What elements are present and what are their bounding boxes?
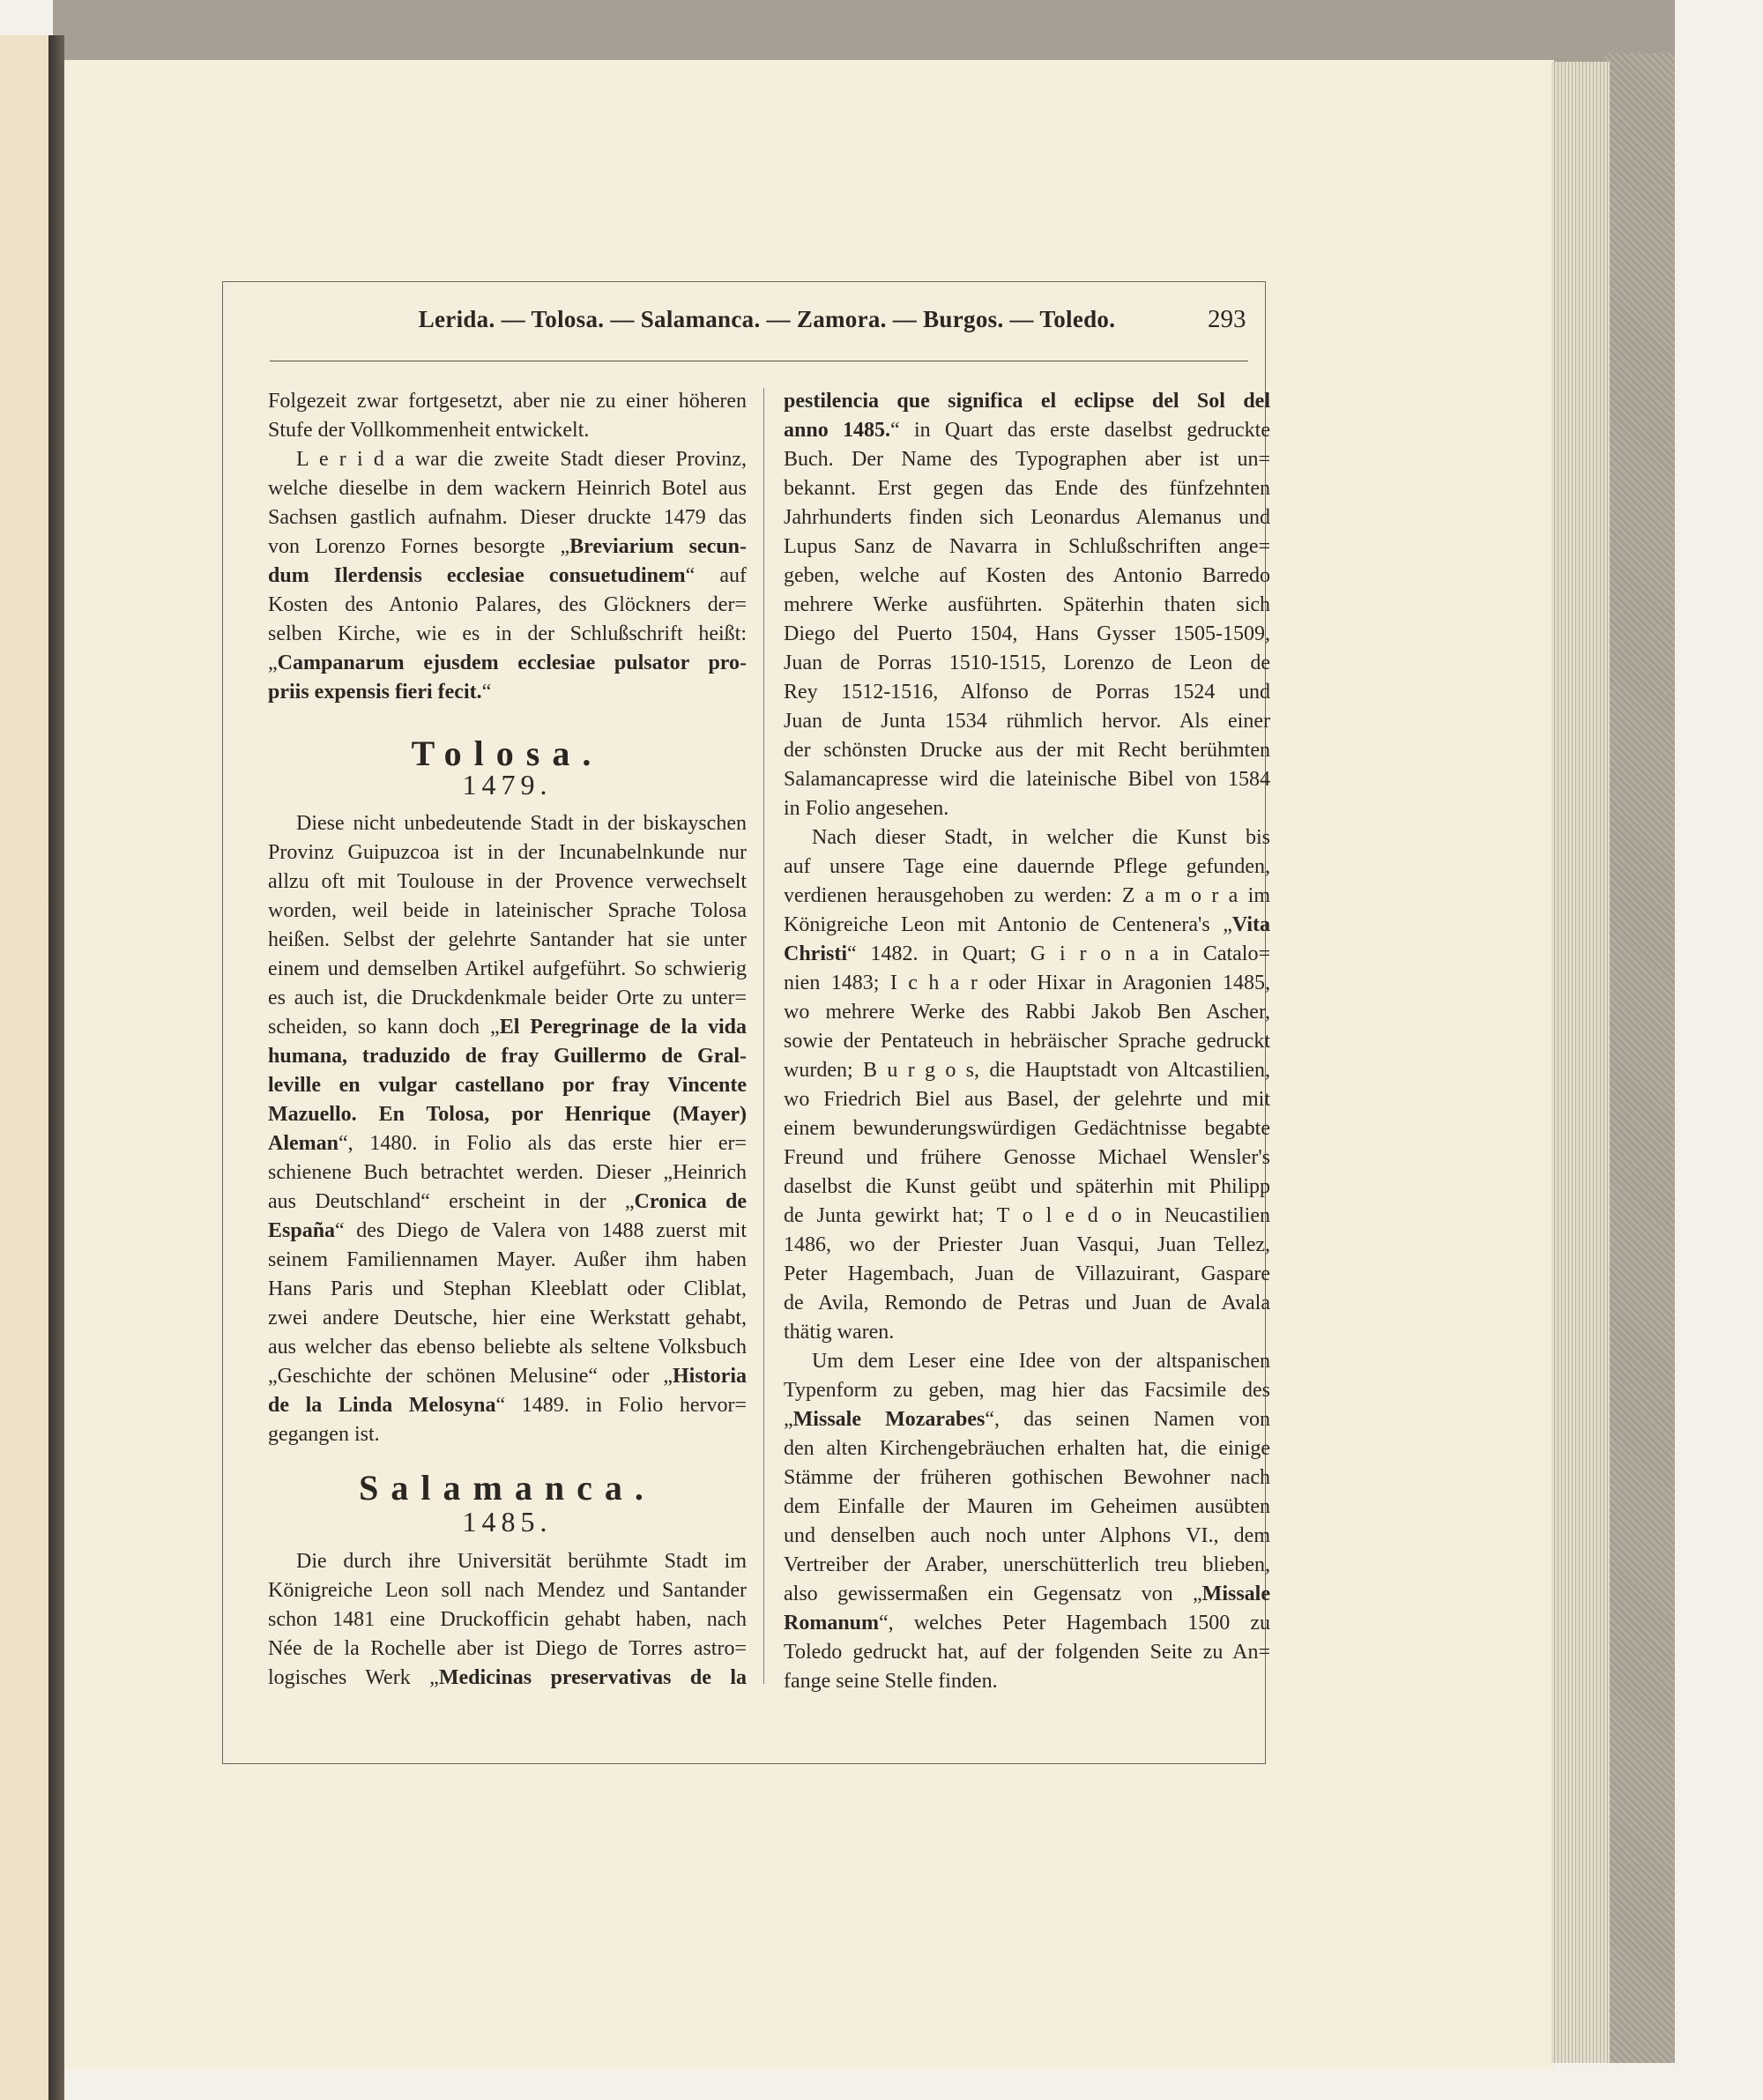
text-line [784, 707, 1270, 736]
text-line [784, 1463, 1270, 1493]
text-line [784, 1638, 1270, 1667]
body-text: wurden; B u r g o s, die Hauptstadt von Altcastilien, [784, 1059, 1270, 1082]
body-text: in Folio angesehen. [784, 797, 949, 820]
body-text: „Geschichte der schönen Melusine“ oder „ [268, 1365, 673, 1388]
body-text: auf unsere Tage eine dauernde Pflege gefunden, [784, 855, 1270, 878]
text-line [784, 1376, 1270, 1405]
body-text: “, welches Peter Hagembach 1500 zu [879, 1612, 1270, 1635]
text-line [268, 1188, 747, 1217]
bold-title-text: Medicinas preservativas de la [438, 1666, 748, 1689]
text-line [784, 678, 1270, 707]
text-line [268, 620, 747, 649]
body-text: Typenform zu geben, mag hier das Facsimile des [784, 1379, 1270, 1402]
text-line [268, 1333, 747, 1362]
page-stack-edges [1551, 62, 1610, 2063]
text-line [784, 911, 1270, 940]
text-line [784, 1202, 1270, 1231]
text-line [268, 445, 747, 474]
text-line [784, 1056, 1270, 1085]
text-line [784, 1434, 1270, 1463]
text-line [268, 474, 747, 503]
text-line [784, 387, 1270, 416]
text-line [268, 1013, 747, 1042]
body-text: 1486, wo der Priester Juan Vasqui, Juan Tellez, [784, 1233, 1270, 1256]
text-line [784, 1289, 1270, 1318]
text-line [784, 1493, 1270, 1522]
body-text: Née de la Rochelle aber ist Diego de Torres astro= [268, 1637, 747, 1660]
body-text: de Avila, Remondo de Petras und Juan de Avala [784, 1292, 1270, 1314]
text-line [268, 1420, 747, 1449]
text-line [268, 838, 747, 868]
body-text: sowie der Pentateuch in hebräischer Sprache gedruckt [784, 1030, 1270, 1053]
bold-title-text: Romanum [784, 1612, 880, 1635]
bold-title-text: Christi [784, 942, 847, 965]
text-line [268, 1362, 747, 1391]
text-line [268, 1605, 747, 1635]
page-number: 293 [1208, 305, 1246, 333]
body-text: “ [481, 681, 492, 704]
text-line [784, 765, 1270, 794]
body-text: aus Deutschland“ erscheint in der „ [268, 1190, 635, 1213]
text-line [268, 1158, 747, 1188]
book-cover-cloth-right [1604, 53, 1675, 2063]
bold-title-text: pestilencia que significa el eclipse del Sol del [784, 390, 1270, 413]
body-text: einem und demselben Artikel aufgeführt. So schwierig [268, 957, 747, 980]
text-line [784, 591, 1270, 620]
text-line [784, 532, 1270, 562]
bold-title-text: anno 1485. [784, 419, 890, 442]
body-text: Königreiche Leon mit Antonio de Centenera's „ [784, 913, 1232, 936]
text-line [784, 649, 1270, 678]
text-line [268, 562, 747, 591]
body-text: “ auf [685, 564, 747, 587]
body-text: Vertreiber der Araber, unerschütterlich treu blieben, [784, 1553, 1270, 1576]
section-year-salamanca: 1485. [462, 1506, 553, 1538]
body-text: von Lorenzo Fornes besorgte „ [268, 535, 570, 558]
text-line [268, 1547, 747, 1576]
section-title-salamanca: Salamanca. [359, 1468, 656, 1508]
text-line [784, 445, 1270, 474]
section-year-tolosa: 1479. [462, 769, 553, 801]
body-text: Lupus Sanz de Navarra in Schlußschriften ange= [784, 535, 1270, 558]
text-line [268, 984, 747, 1013]
text-line [784, 620, 1270, 649]
text-line [268, 1275, 747, 1304]
text-line [268, 897, 747, 926]
bold-title-text: España [268, 1219, 336, 1242]
text-line [268, 1576, 747, 1605]
bold-title-text: Breviarium secun- [569, 535, 747, 558]
body-text: Hans Paris und Stephan Kleeblatt oder Cliblat, [268, 1277, 747, 1300]
body-text: Juan de Junta 1534 rühmlich hervor. Als einer [784, 710, 1270, 733]
bold-title-text: Missale [1201, 1582, 1270, 1605]
body-text: fange seine Stelle finden. [784, 1670, 998, 1693]
text-line [784, 1114, 1270, 1143]
bold-title-text: El Peregrinage de la vida [499, 1016, 747, 1039]
text-line [784, 1143, 1270, 1173]
text-line [268, 1635, 747, 1664]
body-text: wo Friedrich Biel aus Basel, der gelehrte und mit [784, 1088, 1270, 1111]
text-line [268, 503, 747, 532]
body-text: „ [784, 1408, 793, 1431]
body-text: und denselben auch noch unter Alphons VI., dem [784, 1524, 1270, 1547]
body-text: Rey 1512-1516, Alfonso de Porras 1524 und [784, 681, 1270, 704]
body-text: “ in Quart das erste daselbst gedruckte [890, 419, 1270, 442]
body-text: “, 1480. in Folio als das erste hier er= [338, 1132, 747, 1155]
text-line [784, 1231, 1270, 1260]
text-line [268, 416, 747, 445]
body-text: welche dieselbe in dem wackern Heinrich Botel aus [268, 477, 747, 500]
text-line [784, 998, 1270, 1027]
facing-page-edge [0, 35, 48, 2100]
left-column-tolosa-text [268, 809, 747, 1449]
body-text: „ [268, 652, 278, 674]
body-text: Salamancapresse wird die lateinische Bibel von 1584 [784, 768, 1270, 791]
bold-title-text: Campanarum ejusdem ecclesiae pulsator pro- [277, 652, 747, 674]
text-line [784, 794, 1270, 823]
body-text: de Junta gewirkt hat; T o l e d o in Neucastilien [784, 1204, 1270, 1227]
text-line [784, 474, 1270, 503]
body-text: Sachsen gastlich aufnahm. Dieser druckte 1479 das [268, 506, 747, 529]
body-text: der schönsten Drucke aus der mit Recht berühmten [784, 739, 1270, 762]
body-text: nien 1483; I c h a r oder Hixar in Aragonien 1485, [784, 972, 1270, 994]
text-line [268, 1217, 747, 1246]
text-line [784, 736, 1270, 765]
text-line [268, 1042, 747, 1071]
body-text: geben, welche auf Kosten des Antonio Barredo [784, 564, 1270, 587]
body-text: Die durch ihre Universität berühmte Stadt im [296, 1550, 747, 1573]
text-line [268, 926, 747, 955]
text-line [784, 1667, 1270, 1696]
body-text: Buch. Der Name des Typographen aber ist un= [784, 448, 1270, 471]
body-text: L e r i d a war die zweite Stadt dieser Provinz, [296, 448, 747, 471]
text-line [268, 1246, 747, 1275]
column-divider [763, 388, 764, 1684]
body-text: Diese nicht unbedeutende Stadt in der biskayschen [296, 812, 747, 835]
text-line [268, 532, 747, 562]
text-line [784, 1085, 1270, 1114]
left-column-intro [268, 387, 747, 707]
text-line [268, 955, 747, 984]
text-line [268, 868, 747, 897]
text-line [268, 387, 747, 416]
body-text: verdienen herausgehoben zu werden: Z a m o r a im [784, 884, 1270, 907]
bold-title-text: Historia [673, 1365, 747, 1388]
text-line [784, 940, 1270, 969]
text-line [268, 678, 747, 707]
body-text: “ 1489. in Folio hervor= [495, 1394, 747, 1417]
text-line [268, 1304, 747, 1333]
body-text: thätig waren. [784, 1321, 895, 1344]
body-text: scheiden, so kann doch „ [268, 1016, 500, 1039]
bold-title-text: de la Linda Melosyna [268, 1394, 496, 1417]
body-text: seinem Familiennamen Mayer. Außer ihm haben [268, 1248, 747, 1271]
text-line [268, 1664, 747, 1693]
bold-title-text: priis expensis fieri fecit. [268, 681, 482, 704]
body-text: Um dem Leser eine Idee von der altspanischen [812, 1350, 1270, 1373]
body-text: zwei andere Deutsche, hier eine Werkstatt gehabt, [268, 1307, 747, 1329]
body-text: Kosten des Antonio Palares, des Glöckners der= [268, 593, 747, 616]
text-line [784, 969, 1270, 998]
body-text: heißen. Selbst der gelehrte Santander hat sie unter [268, 928, 747, 951]
text-line [784, 1260, 1270, 1289]
body-text: Peter Hagembach, Juan de Villazuirant, Gaspare [784, 1262, 1270, 1285]
text-line [784, 562, 1270, 591]
body-text: wo mehrere Werke des Rabbi Jakob Ben Ascher, [784, 1001, 1270, 1024]
body-text: gegangen ist. [268, 1423, 380, 1446]
body-text: Freund und frühere Genosse Michael Wensler's [784, 1146, 1270, 1169]
body-text: schienene Buch betrachtet werden. Dieser „Heinrich [268, 1161, 747, 1184]
body-text: Stämme der früheren gothischen Bewohner nach [784, 1466, 1270, 1489]
body-text: schon 1481 eine Druckofficin gehabt haben, nach [268, 1608, 747, 1631]
body-text: es auch ist, die Druckdenkmale beider Orte zu unter= [268, 987, 747, 1009]
body-text: Stufe der Vollkommenheit entwickelt. [268, 419, 590, 442]
body-text: einem bewunderungswürdigen Gedächtnisse begabte [784, 1117, 1270, 1140]
body-text: Juan de Porras 1510-1515, Lorenzo de Leon de [784, 652, 1270, 674]
text-line [268, 591, 747, 620]
text-line [268, 1391, 747, 1420]
running-title: Lerida. — Tolosa. — Salamanca. — Zamora. — Burgos. — Toledo. [418, 306, 1116, 332]
bold-title-text: leville en vulgar castellano por fray Vincente [268, 1074, 747, 1097]
text-line [268, 809, 747, 838]
left-column-salamanca-text [268, 1547, 747, 1693]
text-line [784, 1173, 1270, 1202]
bold-title-text: Vita [1231, 913, 1270, 936]
body-text: also gewissermaßen ein Gegensatz von „ [784, 1582, 1202, 1605]
text-line [268, 1100, 747, 1129]
text-line [784, 416, 1270, 445]
body-text: worden, weil beide in lateinischer Sprache Tolosa [268, 899, 747, 922]
body-text: Nach dieser Stadt, in welcher die Kunst bis [812, 826, 1270, 849]
right-column-text [784, 387, 1270, 1696]
text-line [268, 1071, 747, 1100]
body-text: Toledo gedruckt hat, auf der folgenden Seite zu An= [784, 1641, 1270, 1664]
body-text: selben Kirche, wie es in der Schlußschrift heißt: [268, 622, 747, 645]
body-text: aus welcher das ebenso beliebte als seltene Volksbuch [268, 1336, 747, 1359]
text-line [784, 1318, 1270, 1347]
text-line [784, 1551, 1270, 1580]
body-text: daselbst die Kunst geübt und späterhin mit Philipp [784, 1175, 1270, 1198]
text-line [784, 503, 1270, 532]
bold-title-text: humana, traduzido de fray Guillermo de Gral- [268, 1045, 747, 1068]
body-text: den alten Kirchengebräuchen erhalten hat, die einige [784, 1437, 1270, 1460]
body-text: logisches Werk „ [268, 1666, 439, 1689]
text-line [268, 1129, 747, 1158]
book-gutter [48, 35, 64, 2100]
text-line [784, 1027, 1270, 1056]
text-line [784, 853, 1270, 882]
body-text: Provinz Guipuzcoa ist in der Incunabelnkunde nur [268, 841, 747, 864]
text-line [784, 823, 1270, 853]
text-line [268, 649, 747, 678]
text-line [784, 882, 1270, 911]
body-text: Folgezeit zwar fortgesetzt, aber nie zu einer höheren [268, 390, 747, 413]
body-text: allzu oft mit Toulouse in der Provence verwechselt [268, 870, 747, 893]
section-title-tolosa: Tolosa. [411, 734, 604, 773]
body-text: Diego del Puerto 1504, Hans Gysser 1505-1509, [784, 622, 1270, 645]
body-text: “ 1482. in Quart; G i r o n a in Catalo= [847, 942, 1270, 965]
text-line [784, 1522, 1270, 1551]
bold-title-text: Missale Mozarabes [792, 1408, 986, 1431]
body-text: dem Einfalle der Mauren im Geheimen ausübten [784, 1495, 1270, 1518]
bold-title-text: Mazuello. En Tolosa, por Henrique (Mayer) [268, 1103, 747, 1126]
body-text: “ des Diego de Valera von 1488 zuerst mit [335, 1219, 747, 1242]
bold-title-text: Cronica de [634, 1190, 747, 1213]
body-text: Königreiche Leon soll nach Mendez und Santander [268, 1579, 747, 1602]
bold-title-text: Aleman [268, 1132, 338, 1155]
bold-title-text: dum Ilerdensis ecclesiae consuetudinem [268, 564, 686, 587]
text-line [784, 1580, 1270, 1609]
text-line [784, 1609, 1270, 1638]
text-line [784, 1347, 1270, 1376]
body-text: “, das seinen Namen von [985, 1408, 1270, 1431]
text-line [784, 1405, 1270, 1434]
body-text: Jahrhunderts finden sich Leonardus Alemanus und [784, 506, 1270, 529]
body-text: bekannt. Erst gegen das Ende des fünfzehnten [784, 477, 1270, 500]
body-text: mehrere Werke ausführten. Späterhin thaten sich [784, 593, 1270, 616]
